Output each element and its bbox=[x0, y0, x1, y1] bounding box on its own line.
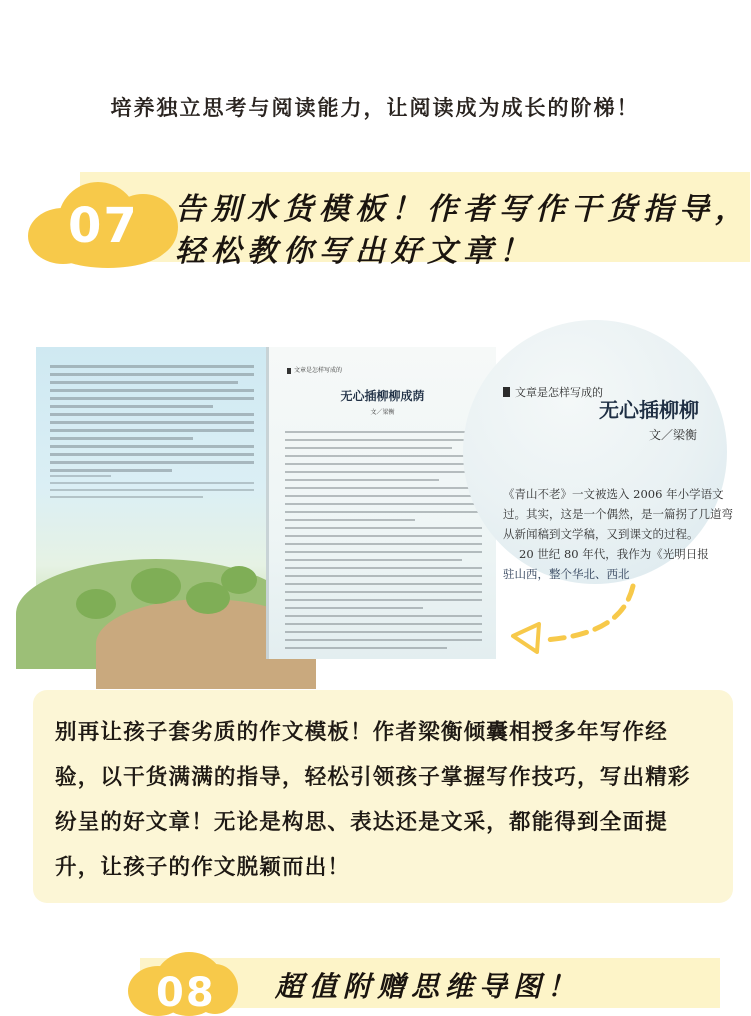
left-page-text bbox=[50, 365, 254, 477]
magnified-essay-title: 无心插柳柳 bbox=[599, 398, 699, 422]
section-number: 07 bbox=[68, 198, 139, 254]
essay-author: 文／梁衡 bbox=[370, 409, 395, 416]
right-page-text bbox=[285, 431, 482, 655]
left-page-note bbox=[50, 475, 254, 503]
book-right-page bbox=[269, 347, 496, 659]
magnified-line: 《青山不老》一文被选入 2006 年小学语文 bbox=[503, 487, 724, 501]
magnified-line: 20 世纪 80 年代，我作为《光明日报 bbox=[519, 547, 709, 561]
section-title-line1: 告别水货模板！作者写作干货指导， bbox=[175, 192, 751, 227]
section-number-badge bbox=[28, 172, 188, 272]
magnified-essay-author: 文／梁衡 bbox=[649, 428, 698, 442]
tree-icon bbox=[76, 589, 116, 619]
magnified-detail bbox=[463, 320, 733, 584]
book-left-page bbox=[36, 347, 266, 659]
tree-icon bbox=[131, 568, 181, 604]
tree-icon bbox=[221, 566, 257, 594]
book-spread-image bbox=[36, 347, 496, 659]
magnified-line: 驻山西，整个华北、西北 bbox=[503, 567, 630, 581]
section-number: 08 bbox=[156, 970, 216, 1016]
magnified-running-head: 文章是怎样写成的 bbox=[503, 384, 603, 400]
tagline: 培养独立思考与阅读能力，让阅读成为成长的阶梯！ bbox=[110, 96, 640, 120]
essay-title: 无心插柳柳成荫 bbox=[340, 389, 425, 403]
section-number-badge bbox=[128, 952, 238, 1016]
magnified-line: 从新闻稿到文学稿，又到课文的过程。 bbox=[503, 527, 699, 541]
section-title-line2: 轻松教你写出好文章！ bbox=[175, 234, 535, 269]
description-text: 别再让孩子套劣质的作文模板！作者梁衡倾囊相授多年写作经验，以干货满满的指导，轻松引领孩子掌握写作技巧，写出精彩纷呈的好文章！无论是构思、表达还是文采，都能得到全面提升，让孩子的作文脱颖而出！ bbox=[55, 720, 691, 880]
description-box bbox=[33, 690, 733, 903]
running-head: 文章是怎样写成的 bbox=[287, 365, 342, 374]
section-title: 超值附赠思维导图！ bbox=[275, 970, 582, 1003]
magnified-line: 过。其实，这是一个偶然，是一篇拐了几道弯 bbox=[503, 507, 733, 521]
dashed-pointer-arrow bbox=[505, 580, 645, 670]
